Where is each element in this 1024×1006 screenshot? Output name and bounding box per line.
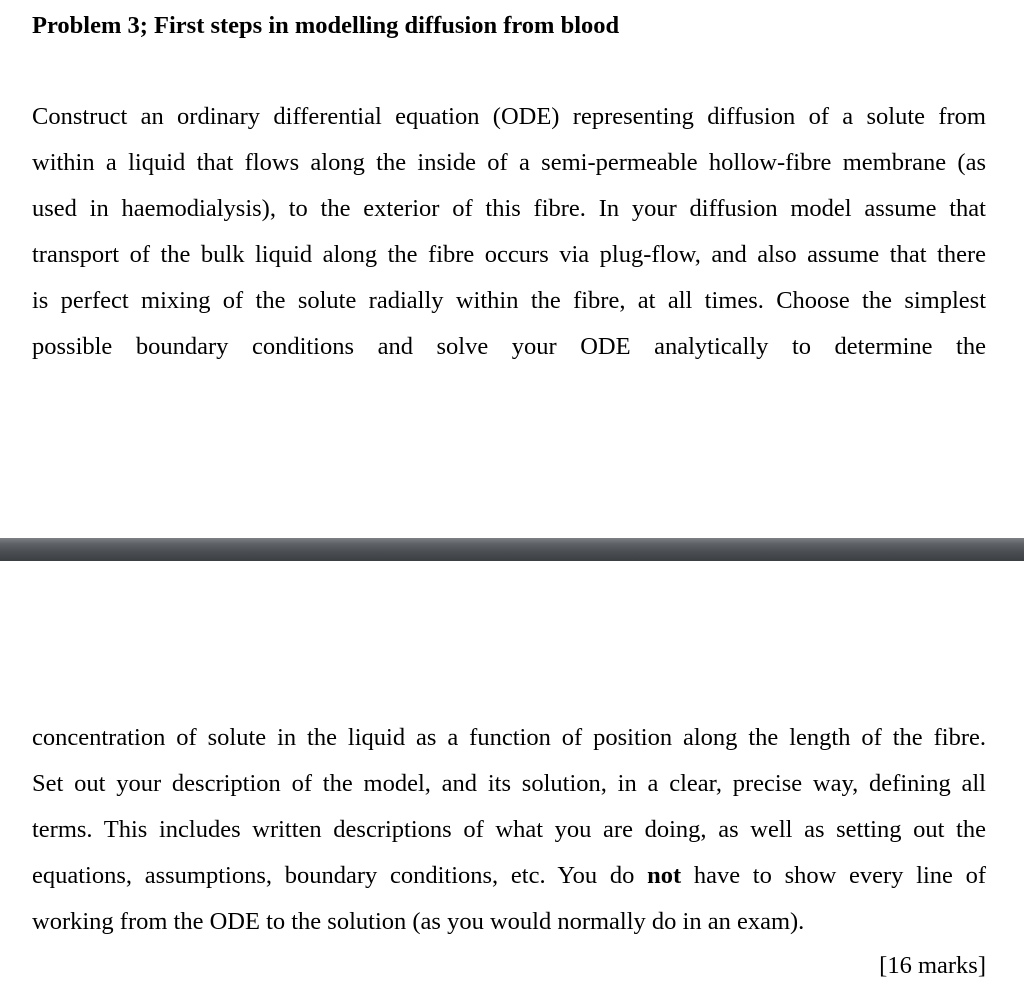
line-text-before-emphasis: equations, assumptions, boundary conditions, etc. You do <box>32 862 635 889</box>
emphasis-not: not <box>647 862 682 889</box>
paragraph-line: within a liquid that flows along the inside of a semi-permeable hollow-fibre membrane (as <box>32 149 986 176</box>
line-text-after-emphasis: have to show every line of <box>693 862 986 889</box>
paragraph-line: is perfect mixing of the solute radially within the fibre, at all times. Choose the simplest <box>32 287 986 314</box>
paragraph-line: concentration of solute in the liquid as a function of position along the length of the fibre. <box>32 724 986 751</box>
paragraph-line: terms. This includes written descriptions of what you are doing, as well as setting out the <box>32 816 986 843</box>
problem-paragraph-top <box>32 94 986 370</box>
paragraph-line: working from the ODE to the solution (as you would normally do in an exam). <box>32 908 805 935</box>
problem-paragraph-bottom <box>32 715 986 945</box>
paragraph-line: possible boundary conditions and solve your ODE analytically to determine the <box>32 333 986 360</box>
marks-label: [16 marks] <box>879 952 986 979</box>
paragraph-line: transport of the bulk liquid along the fibre occurs via plug-flow, and also assume that there <box>32 241 986 268</box>
problem-title: Problem 3; First steps in modelling diffusion from blood <box>32 12 620 39</box>
paragraph-line-with-emphasis <box>32 853 986 899</box>
paragraph-line: Set out your description of the model, and its solution, in a clear, precise way, defining all <box>32 770 986 797</box>
paragraph-line: used in haemodialysis), to the exterior of this fibre. In your diffusion model assume that <box>32 195 986 222</box>
paragraph-line: Construct an ordinary differential equation (ODE) representing diffusion of a solute from <box>32 103 986 130</box>
page-break-divider <box>0 538 1024 561</box>
